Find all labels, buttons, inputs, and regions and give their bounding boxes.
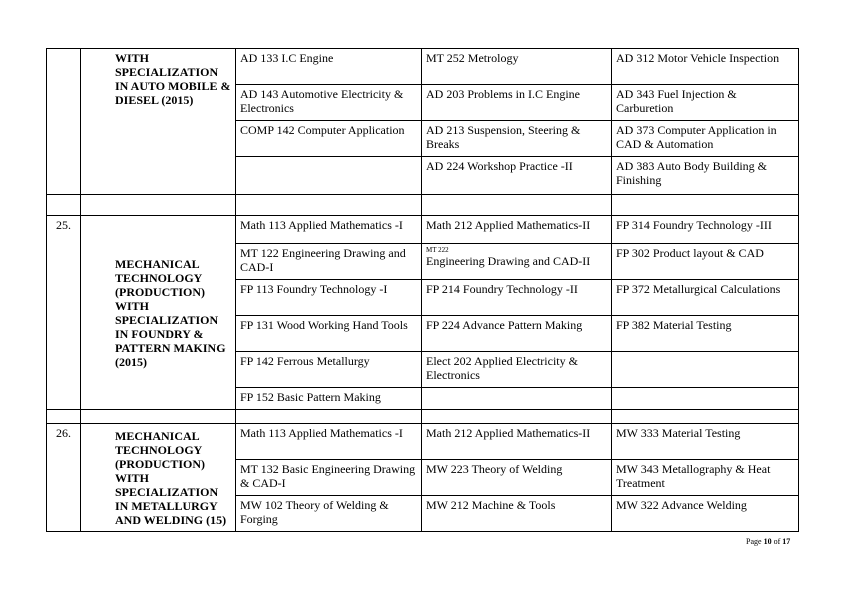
- course-cell: FP 224 Advance Pattern Making: [422, 316, 612, 352]
- course-cell: Elect 202 Applied Electricity & Electronics: [422, 352, 612, 388]
- table-row: [47, 424, 799, 460]
- course-cell: FP 372 Metallurgical Calculations: [612, 280, 799, 316]
- course-cell: AD 143 Automotive Electricity & Electronics: [236, 85, 422, 121]
- course-cell: MW 343 Metallography & Heat Treatment: [612, 460, 799, 496]
- course-cell: FP 131 Wood Working Hand Tools: [236, 316, 422, 352]
- curriculum-table: [46, 48, 799, 532]
- course-cell: [422, 244, 612, 280]
- program-name: MECHANICAL TECHNOLOGY (PRODUCTION) WITH SPECIALIZATION IN METALLURGY AND WELDING (15): [81, 424, 236, 532]
- table-row: [47, 216, 799, 244]
- course-cell: AD 312 Motor Vehicle Inspection: [612, 49, 799, 85]
- serial-cell: 26.: [47, 424, 81, 532]
- course-cell: FP 214 Foundry Technology -II: [422, 280, 612, 316]
- program-name: MECHANICAL TECHNOLOGY (PRODUCTION) WITH SPECIALIZATION IN FOUNDRY & PATTERN MAKING (2015): [81, 216, 236, 410]
- spacer-row: [47, 195, 799, 216]
- course-cell: FP 382 Material Testing: [612, 316, 799, 352]
- course-cell: Math 113 Applied Mathematics -I: [236, 216, 422, 244]
- course-cell: FP 152 Basic Pattern Making: [236, 388, 422, 410]
- course-cell: [612, 352, 799, 388]
- page-number: Page 10 of 17: [746, 537, 791, 546]
- course-cell: AD 343 Fuel Injection & Carburetion: [612, 85, 799, 121]
- course-cell: MW 102 Theory of Welding & Forging: [236, 496, 422, 532]
- course-cell: FP 113 Foundry Technology -I: [236, 280, 422, 316]
- course-cell: AD 224 Workshop Practice -II: [422, 157, 612, 195]
- course-cell: FP 302 Product layout & CAD: [612, 244, 799, 280]
- course-cell: FP 314 Foundry Technology -III: [612, 216, 799, 244]
- course-cell: MW 333 Material Testing: [612, 424, 799, 460]
- course-cell: AD 133 I.C Engine: [236, 49, 422, 85]
- course-title: Engineering Drawing and CAD-II: [426, 254, 591, 268]
- program-name: WITH SPECIALIZATION IN AUTO MOBILE & DIESEL (2015): [81, 49, 236, 195]
- course-cell: MW 212 Machine & Tools: [422, 496, 612, 532]
- course-cell: FP 142 Ferrous Metallurgy: [236, 352, 422, 388]
- course-cell: MT 122 Engineering Drawing and CAD-I: [236, 244, 422, 280]
- course-cell: [422, 388, 612, 410]
- serial-cell: [47, 49, 81, 195]
- spacer-row: [47, 410, 799, 424]
- course-cell: MT 132 Basic Engineering Drawing & CAD-I: [236, 460, 422, 496]
- serial-cell: 25.: [47, 216, 81, 410]
- course-cell: COMP 142 Computer Application: [236, 121, 422, 157]
- course-cell: MW 322 Advance Welding: [612, 496, 799, 532]
- course-code-small: MT 222: [426, 246, 449, 254]
- course-cell: AD 203 Problems in I.C Engine: [422, 85, 612, 121]
- course-cell: Math 212 Applied Mathematics-II: [422, 216, 612, 244]
- table-row: [47, 49, 799, 85]
- course-cell: MT 252 Metrology: [422, 49, 612, 85]
- course-cell: [236, 157, 422, 195]
- course-cell: MW 223 Theory of Welding: [422, 460, 612, 496]
- course-cell: [612, 388, 799, 410]
- course-cell: AD 213 Suspension, Steering & Breaks: [422, 121, 612, 157]
- course-cell: Math 212 Applied Mathematics-II: [422, 424, 612, 460]
- course-cell: AD 383 Auto Body Building & Finishing: [612, 157, 799, 195]
- course-cell: AD 373 Computer Application in CAD & Automation: [612, 121, 799, 157]
- course-cell: Math 113 Applied Mathematics -I: [236, 424, 422, 460]
